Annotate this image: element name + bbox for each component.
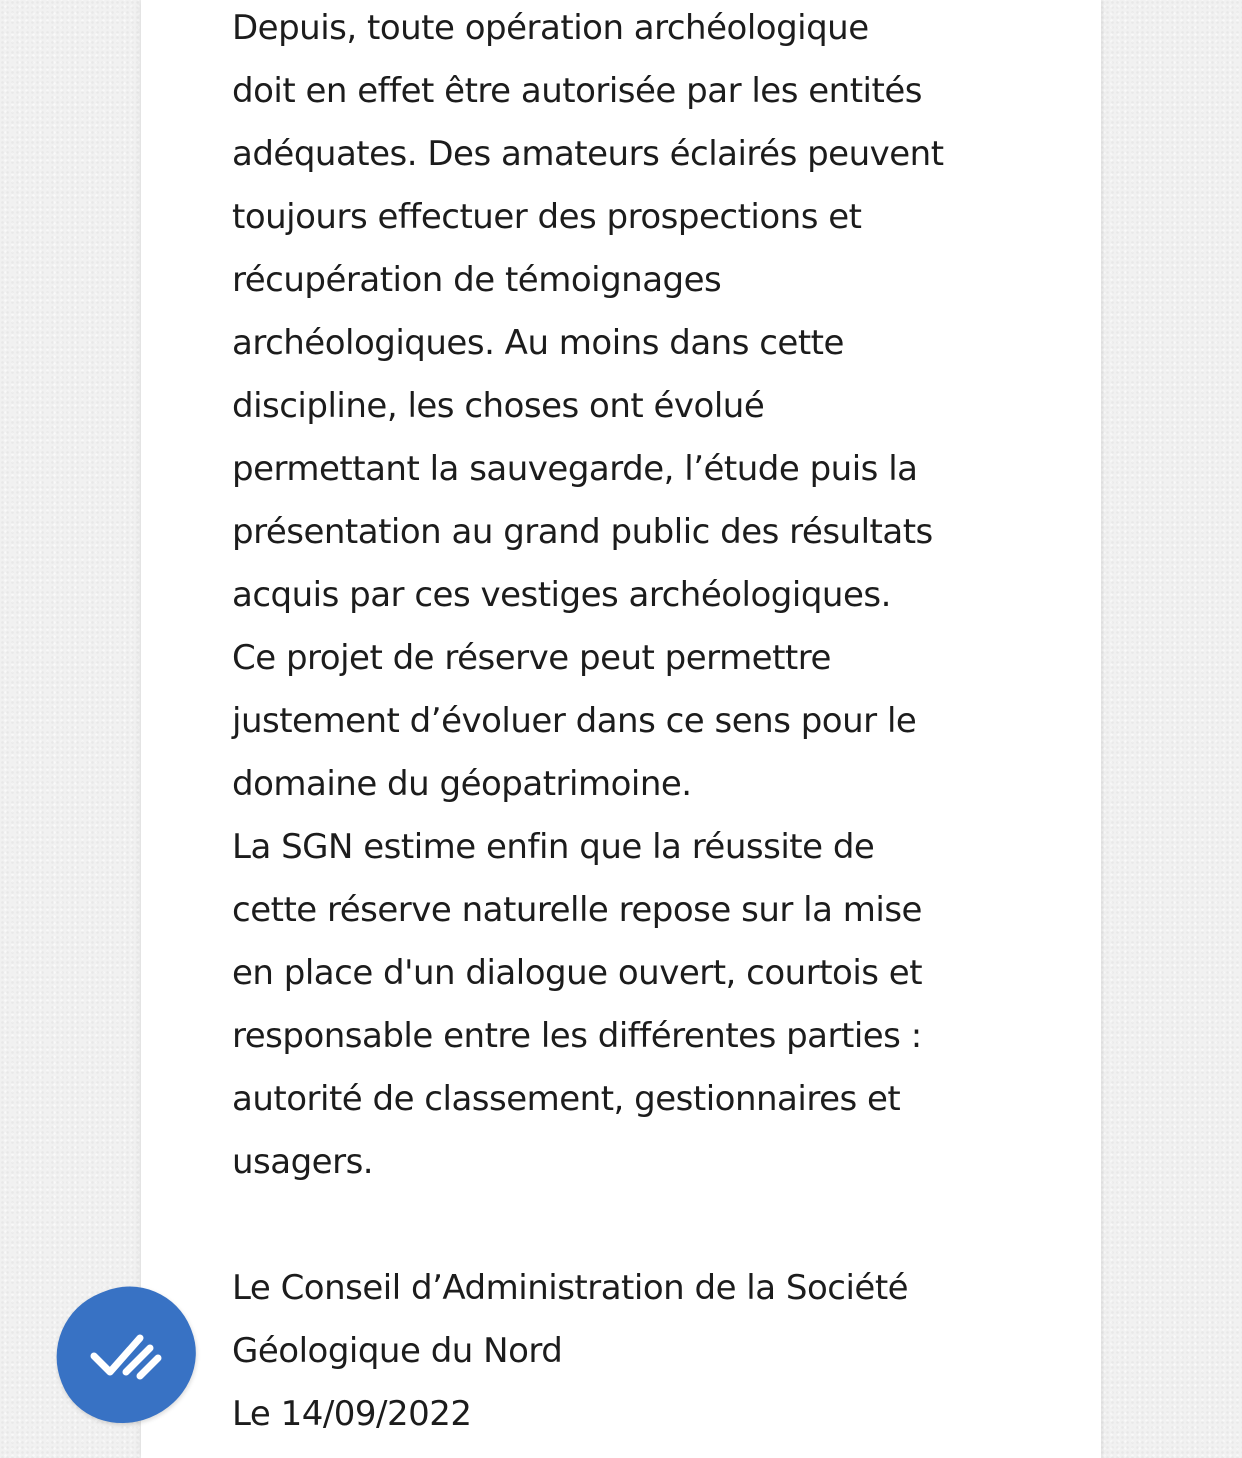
article-body	[232, 0, 1032, 1446]
paragraph-conclusion	[232, 816, 1032, 1194]
signature-block	[232, 1257, 1032, 1446]
text-line: doit en effet être autorisée par les entités	[232, 71, 922, 111]
text-line: toujours effectuer des prospections et	[232, 197, 862, 237]
check-edit-icon	[86, 1318, 166, 1392]
text-line: récupération de témoignages	[232, 260, 722, 300]
paragraph-archeology	[232, 0, 1032, 627]
text-line: présentation au grand public des résultats	[232, 512, 933, 552]
text-line: cette réserve naturelle repose sur la mise	[232, 890, 922, 930]
text-line: responsable entre les différentes parties :	[232, 1016, 922, 1056]
text-line: justement d’évoluer dans ce sens pour le	[232, 701, 917, 741]
signature-line: Géologique du Nord	[232, 1331, 563, 1371]
text-line: Ce projet de réserve peut permettre	[232, 638, 831, 678]
text-line: en place d'un dialogue ouvert, courtois et	[232, 953, 923, 993]
text-line: adéquates. Des amateurs éclairés peuvent	[232, 134, 944, 174]
text-line: La SGN estime enfin que la réussite de	[232, 827, 875, 867]
text-line: discipline, les choses ont évolué	[232, 386, 765, 426]
text-line: acquis par ces vestiges archéologiques.	[232, 575, 891, 615]
text-line: archéologiques. Au moins dans cette	[232, 323, 844, 363]
text-line: Depuis, toute opération archéologique	[232, 8, 869, 48]
signature-date: Le 14/09/2022	[232, 1394, 472, 1434]
text-line: permettant la sauvegarde, l’étude puis la	[232, 449, 918, 489]
signature-line: Le Conseil d’Administration de la Société	[232, 1268, 909, 1308]
text-line: autorité de classement, gestionnaires et	[232, 1079, 901, 1119]
text-line: domaine du géopatrimoine.	[232, 764, 692, 804]
paragraph-project	[232, 627, 1032, 816]
text-line: usagers.	[232, 1142, 374, 1182]
paragraph-spacer	[232, 1194, 1032, 1257]
